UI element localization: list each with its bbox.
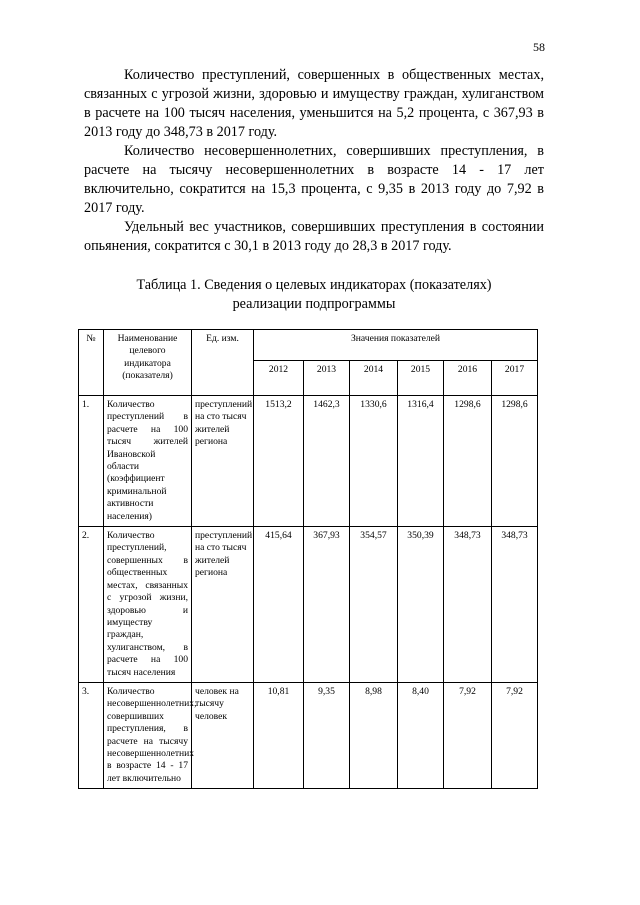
header-year: 2017 [492, 361, 538, 396]
row-num: 2. [79, 527, 104, 683]
row-indicator-name: Количество несовершеннолетних, совершивших преступления, в расчете на тысячу несовершеннолетних в возрасте 14 - 17 лет включительно [104, 682, 192, 788]
paragraph-intoxicated-offenders: Удельный вес участников, совершивших преступления в состоянии опьянения, сократится с 30,1 в 2013 году до 28,3 в 2017 году. [84, 219, 544, 254]
table-header-row [79, 330, 538, 361]
row-value: 7,92 [444, 682, 492, 788]
table-row [79, 682, 538, 788]
row-value: 8,40 [398, 682, 444, 788]
header-year: 2014 [350, 361, 398, 396]
table-caption-line-1: Таблица 1. Сведения о целевых индикаторах (показателях) [136, 277, 492, 293]
paragraph-juvenile-crimes: Количество несовершеннолетних, совершивших преступления, в расчете на тысячу несовершеннолетних в возрасте 14 - 17 лет включительно, сократится на 15,3 процента, с 9,35 в 2013 году до 7,92 в 2017 году. [84, 143, 544, 216]
row-unit: преступлений на сто тысяч жителей региона [192, 396, 254, 527]
row-indicator-name: Количество преступлений в расчете на 100 тысяч жителей Ивановской области (коэффициент криминальной активности населения) [104, 396, 192, 527]
row-unit: человек на тысячу человек [192, 682, 254, 788]
row-num: 3. [79, 682, 104, 788]
row-value: 1330,6 [350, 396, 398, 527]
row-value: 415,64 [254, 527, 304, 683]
header-unit: Ед. изм. [192, 330, 254, 396]
row-value: 10,81 [254, 682, 304, 788]
row-value: 348,73 [444, 527, 492, 683]
table-caption [84, 276, 544, 314]
row-value: 8,98 [350, 682, 398, 788]
row-value: 354,57 [350, 527, 398, 683]
paragraph-public-places-crimes: Количество преступлений, совершенных в общественных местах, связанных с угрозой жизни, здоровью и имуществу граждан, хулиганством в расчете на 100 тысяч населения, уменьшится на 5,2 процента, с 367,93 в 2013 году до 348,73 в 2017 году. [84, 67, 544, 140]
row-value: 1513,2 [254, 396, 304, 527]
header-year: 2016 [444, 361, 492, 396]
row-value: 7,92 [492, 682, 538, 788]
table-row [79, 527, 538, 683]
row-value: 348,73 [492, 527, 538, 683]
row-value: 9,35 [304, 682, 350, 788]
header-year: 2015 [398, 361, 444, 396]
row-num: 1. [79, 396, 104, 527]
header-values: Значения показателей [254, 330, 538, 361]
row-value: 367,93 [304, 527, 350, 683]
page-number: 58 [533, 40, 545, 54]
body-text [84, 66, 544, 256]
table-row [79, 396, 538, 527]
header-year: 2012 [254, 361, 304, 396]
header-year: 2013 [304, 361, 350, 396]
table-caption-line-2: реализации подпрограммы [232, 296, 396, 312]
row-value: 1462,3 [304, 396, 350, 527]
header-num: № [79, 330, 104, 396]
row-value: 1298,6 [444, 396, 492, 527]
row-value: 1316,4 [398, 396, 444, 527]
row-value: 350,39 [398, 527, 444, 683]
row-unit: преступлений на сто тысяч жителей региона [192, 527, 254, 683]
row-indicator-name: Количество преступлений, совершенных в общественных местах, связанных с угрозой жизни, здоровью и имуществу граждан, хулиганством, в расчете на 100 тысяч населения [104, 527, 192, 683]
indicators-table [78, 329, 538, 789]
header-name: Наименование целевого индикатора (показателя) [104, 330, 192, 396]
row-value: 1298,6 [492, 396, 538, 527]
